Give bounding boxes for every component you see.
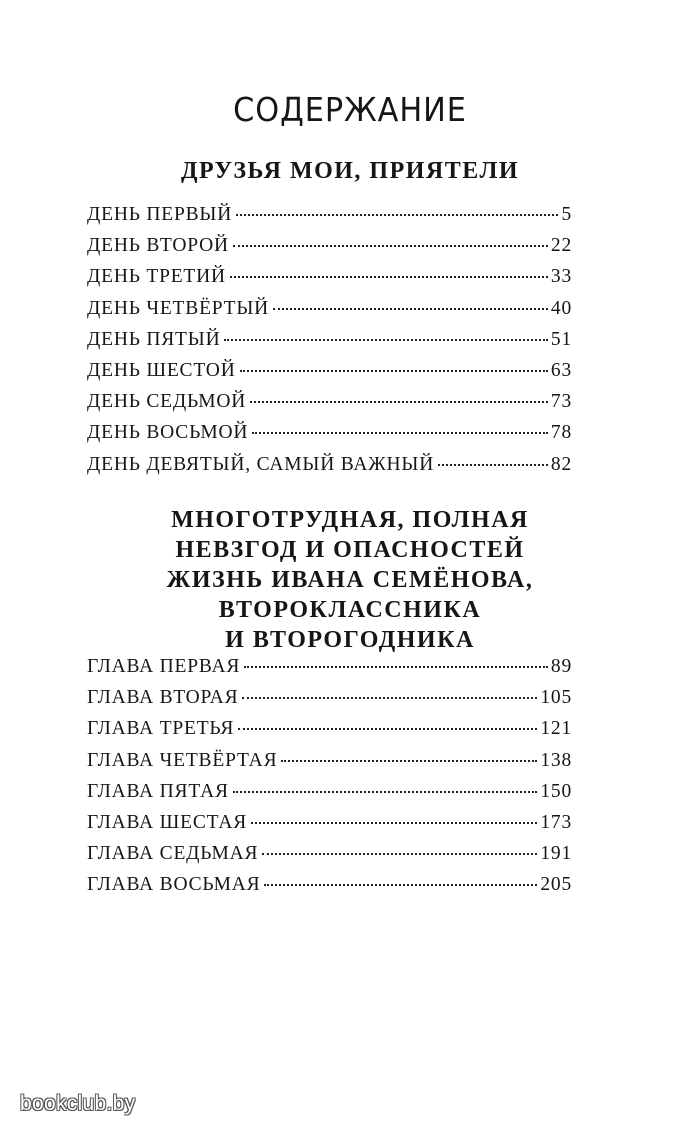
dot-leader: [236, 214, 558, 216]
toc-entry-title: ДЕНЬ ШЕСТОЙ: [87, 359, 236, 381]
toc-entry: [87, 329, 572, 360]
dot-leader: [252, 432, 548, 434]
dot-leader: [264, 884, 537, 886]
toc-entry: [87, 391, 572, 422]
section-2-title-line: ЖИЗНЬ ИВАНА СЕМЁНОВА,: [166, 567, 534, 593]
toc-entry: [87, 843, 572, 874]
toc-entry: [87, 235, 572, 266]
section-1-toc: [87, 204, 572, 485]
section-1-title-line: ДРУЗЬЯ МОИ, ПРИЯТЕЛИ: [180, 158, 520, 184]
dot-leader: [262, 853, 537, 855]
dot-leader: [438, 464, 548, 466]
toc-entry: [87, 454, 572, 485]
section-2-title-line: И ВТОРОГОДНИКА: [225, 627, 475, 653]
toc-entry-title: ГЛАВА ПЯТАЯ: [87, 780, 229, 802]
toc-entry-page-number: 173: [540, 811, 572, 833]
toc-entry-page-number: 5: [561, 204, 572, 225]
toc-entry: [87, 422, 572, 453]
toc-entry-page-number: 191: [540, 843, 572, 865]
toc-entry-title: ДЕНЬ СЕДЬМОЙ: [87, 391, 247, 413]
toc-entry-page-number: 138: [540, 749, 572, 771]
toc-entry-title: ГЛАВА ЧЕТВЁРТАЯ: [87, 749, 278, 771]
toc-entry: [87, 298, 572, 329]
toc-entry-page-number: 82: [550, 453, 572, 475]
toc-entry-page-number: 78: [550, 422, 572, 444]
toc-entry: [87, 874, 572, 905]
toc-entry-page-number: 89: [550, 656, 572, 677]
toc-entry-title: ДЕНЬ ЧЕТВЁРТЫЙ: [87, 297, 270, 319]
toc-entry: [87, 204, 572, 235]
toc-entry-page-number: 150: [540, 780, 572, 802]
toc-entry-page-number: 63: [550, 359, 572, 381]
toc-entry-title: ГЛАВА ВОСЬМАЯ: [87, 874, 261, 896]
toc-entry-title: ГЛАВА ПЕРВАЯ: [87, 656, 241, 677]
dot-leader: [233, 791, 538, 793]
toc-entry-title: ГЛАВА ВТОРАЯ: [87, 687, 239, 709]
dot-leader: [281, 760, 537, 762]
toc-entry: [87, 687, 572, 718]
toc-entry-title: ДЕНЬ ВТОРОЙ: [87, 235, 229, 257]
toc-entry-title: ДЕНЬ ПЕРВЫЙ: [87, 204, 233, 225]
toc-entry-title: ГЛАВА СЕДЬМАЯ: [87, 843, 259, 865]
dot-leader: [251, 822, 537, 824]
dot-leader: [244, 666, 548, 668]
section-2-title-line: НЕВЗГОД И ОПАСНОСТЕЙ: [175, 537, 525, 563]
dot-leader: [238, 728, 537, 730]
toc-entry-title: ГЛАВА ШЕСТАЯ: [87, 811, 248, 833]
toc-entry-title: ДЕНЬ ПЯТЫЙ: [87, 328, 221, 350]
toc-entry-page-number: 73: [550, 391, 572, 413]
watermark: bookclub.by: [20, 1092, 136, 1115]
toc-entry: [87, 781, 572, 812]
dot-leader: [250, 401, 548, 403]
toc-entry-page-number: 205: [540, 874, 572, 896]
toc-entry-title: ДЕНЬ ВОСЬМОЙ: [87, 422, 249, 444]
section-1-title: [0, 156, 700, 186]
dot-leader: [230, 276, 548, 278]
toc-entry-page-number: 22: [550, 235, 572, 257]
dot-leader: [224, 339, 547, 341]
page-title: СОДЕРЖАНИЕ: [233, 90, 467, 129]
toc-entry-title: ДЕНЬ ДЕВЯТЫЙ, САМЫЙ ВАЖНЫЙ: [87, 453, 435, 475]
toc-entry: [87, 812, 572, 843]
section-2-title-line: ВТОРОКЛАССНИКА: [218, 597, 482, 623]
dot-leader: [240, 370, 548, 372]
toc-entry-page-number: 33: [550, 266, 572, 288]
toc-entry: [87, 750, 572, 781]
toc-entry: [87, 360, 572, 391]
section-2-title-line: МНОГОТРУДНАЯ, ПОЛНАЯ: [171, 507, 529, 533]
toc-entry-page-number: 121: [540, 718, 572, 740]
dot-leader: [233, 245, 548, 247]
toc-entry-title: ГЛАВА ТРЕТЬЯ: [87, 718, 235, 740]
dot-leader: [273, 308, 548, 310]
section-2-title: [0, 505, 700, 655]
toc-entry-page-number: 40: [550, 297, 572, 319]
toc-entry: [87, 718, 572, 749]
dot-leader: [242, 697, 537, 699]
section-2-toc: [87, 656, 572, 906]
toc-entry: [87, 266, 572, 297]
toc-entry-page-number: 51: [550, 328, 572, 350]
toc-entry-title: ДЕНЬ ТРЕТИЙ: [87, 266, 226, 288]
toc-entry: [87, 656, 572, 687]
toc-entry-page-number: 105: [540, 687, 572, 709]
